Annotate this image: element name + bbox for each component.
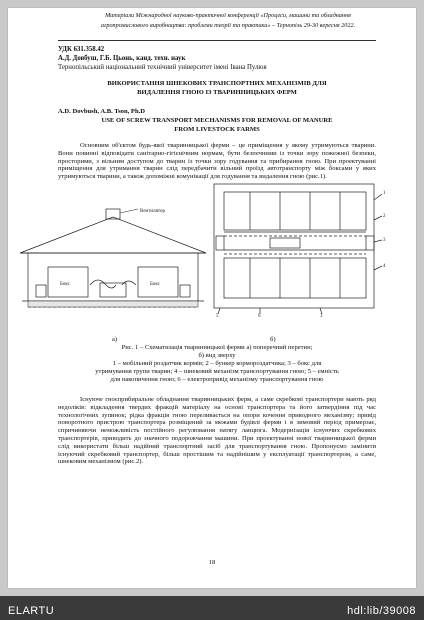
document-page [8,8,416,588]
figure-top-view [210,180,388,318]
callout-3b: 3 [320,314,323,318]
callout-1: 1 [383,191,386,196]
callout-4: 4 [383,264,386,269]
caption-line-1: Рис. 1 – Схематизація тваринницької ферми а) поперечний перетин; [121,344,313,351]
callout-2: 2 [383,214,386,219]
callout-3: 3 [383,238,386,243]
footer-handle: hdl:lib/39008 [347,605,416,617]
page-number: 18 [208,559,216,566]
running-header-line-1: Матеріали Міжнародної науково-практичної конференції «Процеси, машини та обладнання [105,12,351,19]
caption-line-3: 1 – мобільний роздатчик кормів; 2 – бункер кормороздатчика; 3 – бокс для [112,360,322,367]
box-label-left: Бокс [60,282,70,287]
callout-5: 5 [216,314,219,318]
udk-code: УДК 631.358.42 [58,46,105,53]
title-ua-line-1: ВИКОРИСТАННЯ ШНЕКОВИХ ТРАНСПОРТНИХ МЕХАНІЗМІВ ДЛЯ [107,80,327,87]
title-en-line-1: USE OF SCREW TRANSPORT MECHANISMS FOR REMOVAL OF MANURE [101,117,333,124]
authors-en: A.D. Dovbush, A.B. Tson, Ph.D [58,108,146,115]
paragraph-intro: Основним об'єктом будь-якої тваринницької ферми – це приміщення у якому утримуються тварини. Вони повинні відповідати санітарно-гігієнічним нормам, бути безпечними із точки зору пожежної безпеки, просторими, з вільним доступом до тварин із точки зору годування та прибирання гною. При проектуванні приміщення для утримання тварин слід передбачити вільний проїзд автотранспорту між боксами у яких утримуються тварини, а також допоміжні комунікації для годування та видалення гною (рис.1). [58,142,376,181]
title-ua-line-2: ВИДАЛЕННЯ ГНОЮ ІЗ ТВАРИННИЦЬКИХ ФЕРМ [137,89,297,96]
affiliation: Тернопільський національний технічний університет імені Івана Пулюя [58,64,267,71]
box-label-right: Бокс [150,282,160,287]
callout-6: 6 [258,314,261,318]
authors-ua: А.Д. Довбуш, Г.Б. Цьонь, канд. техн. наук [58,55,186,62]
vent-label: Вентилятор [140,209,166,214]
footer-left-label: ELARTU [8,605,55,617]
running-header-line-2: агропромислового виробництва: проблеми теорії та практики» – Тернопіль 29-30 вересня 2022. [100,22,356,29]
title-en-line-2: FROM LIVESTOCK FARMS [174,126,260,133]
caption-line-2: б) вид зверху [198,352,236,359]
paragraph-main: Існуюче гноєприбиральне обладнання тваринницьких ферм, а саме скребкові транспортери мають ряд недоліків: відкладення твердих фракцій матеріалу на основі транспортера та його затвердіння під час технологічних зупинок; рідка фракція гною переливається на опори кочення приводного механізму; привід поворотного пристрою транспортера розміщений за межами будівлі ферми і в зимовий період примерзає, спричиняючи неможливість постійного регулювання натягу ланцюга. Модернізація існуючих скребкових транспортерів, приводить до значного подорожчання машини. При проектуванні нової тваринницької ферми слід використати більш надійний транспортний засіб для транспортування гною. Пропонуємо замінити існуючий скребковий транспортер, більш простішим та надійнішим у експлуатації транспортером, а саме, шнековим механізмом (рис.2). [58,396,376,466]
figure-label-b: б) [270,336,276,343]
caption-line-4: утримування групи тварин; 4 – шнековий механізм транспортування гною; 5 – ємність [95,368,339,375]
figure-cross-section [18,205,208,315]
caption-line-5: для накопичення гною; 6 – електропривід механізму транспортування гною [110,376,324,383]
figure-label-a: а) [112,336,118,343]
header-divider [58,40,376,41]
